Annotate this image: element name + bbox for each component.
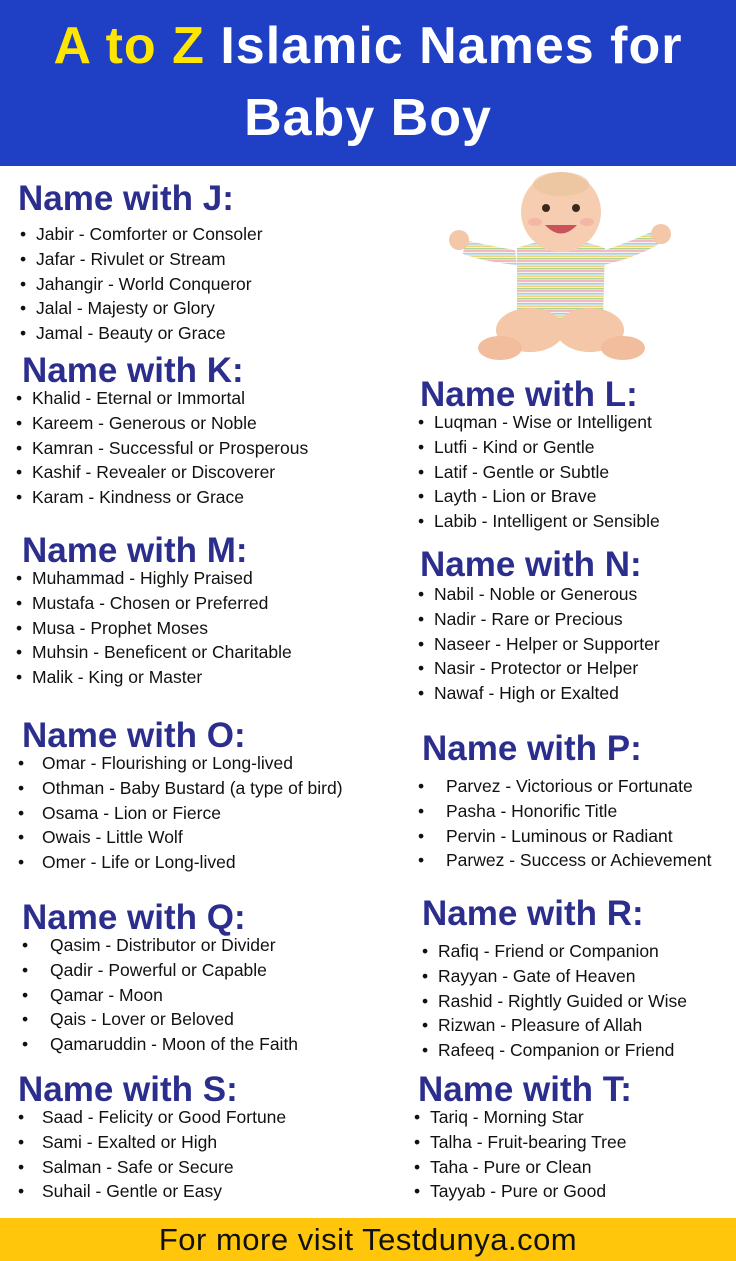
list-item: • Qais - Lover or Beloved [22, 1009, 234, 1030]
list-item: • Sami - Exalted or High [18, 1131, 218, 1152]
list-item: • Jafar - Rivulet or Stream [20, 248, 226, 269]
list-item: • Khalid - Eternal or Immortal [16, 388, 245, 408]
list-item: • Malik - King or Master [16, 667, 203, 688]
section-k [16, 350, 309, 510]
list-item: • Kashif - Revealer or Discoverer [16, 462, 276, 483]
list-item: • Suhail - Gentle or Easy [18, 1181, 222, 1202]
list-item: • Qamar - Moon [22, 984, 163, 1005]
list-item: • Osama - Lion or Fierce [18, 802, 221, 823]
section-heading: Name with J: [18, 179, 234, 218]
section-heading: Name with M: [22, 531, 248, 570]
section-t [414, 1069, 632, 1204]
section-heading: Name with K: [22, 351, 244, 390]
footer-banner: For more visit Testdunya.com [0, 1218, 736, 1261]
section-heading: Name with R: [422, 894, 644, 933]
section-heading: Name with L: [420, 375, 638, 414]
list-item: • Nadir - Rare or Precious [418, 608, 623, 629]
list-item: • Parwez - Success or Achievement [418, 850, 712, 871]
list-item: • Othman - Baby Bustard (a type of bird) [18, 777, 343, 798]
list-item: • Rafeeq - Companion or Friend [422, 1040, 675, 1061]
list-item: • Muhsin - Beneficent or Charitable [16, 642, 292, 663]
list-item: • Nasir - Protector or Helper [418, 658, 639, 679]
list-item: • Rafiq - Friend or Companion [422, 941, 659, 961]
list-item: • Latif - Gentle or Subtle [418, 461, 610, 482]
section-q [22, 897, 298, 1057]
section-n [420, 544, 660, 706]
list-item: • Salman - Safe or Secure [18, 1156, 234, 1177]
list-item: • Taha - Pure or Clean [414, 1156, 592, 1177]
title-rest: Islamic Names for [204, 17, 683, 75]
list-item: • Jamal - Beauty or Grace [20, 323, 226, 344]
list-item: • Jalal - Majesty or Glory [20, 298, 215, 319]
list-item: • Jabir - Comforter or Consoler [20, 224, 263, 244]
list-item: • Talha - Fruit-bearing Tree [414, 1131, 627, 1152]
list-item: • Naseer - Helper or Supporter [418, 633, 660, 654]
title-accent: A to Z [53, 17, 205, 75]
list-item: • Lutfi - Kind or Gentle [418, 436, 595, 457]
list-item: • Pasha - Honorific Title [418, 800, 618, 821]
list-item: • Mustafa - Chosen or Preferred [16, 592, 269, 613]
list-item: • Kareem - Generous or Noble [16, 412, 257, 433]
list-item: • Rayyan - Gate of Heaven [422, 965, 636, 986]
list-item: • Layth - Lion or Brave [418, 486, 597, 507]
section-o [18, 715, 343, 875]
list-item: • Omer - Life or Long-lived [18, 852, 236, 873]
list-item: • Muhammad - Highly Praised [16, 568, 253, 588]
section-heading: Name with O: [22, 716, 246, 755]
list-item: • Pervin - Luminous or Radiant [418, 825, 673, 846]
section-p [418, 728, 712, 873]
list-item: • Luqman - Wise or Intelligent [418, 412, 652, 432]
list-item: • Saad - Felicity or Good Fortune [18, 1107, 287, 1127]
section-heading: Name with T: [418, 1070, 632, 1109]
page-title-line-1 [0, 14, 736, 78]
section-heading: Name with N: [420, 545, 642, 584]
list-item: • Tariq - Morning Star [414, 1107, 584, 1127]
list-item: • Parvez - Victorious or Fortunate [418, 776, 693, 796]
title-banner [0, 0, 736, 166]
list-item: • Owais - Little Wolf [18, 827, 183, 848]
list-item: • Omar - Flourishing or Long-lived [18, 753, 293, 773]
list-item: • Labib - Intelligent or Sensible [418, 511, 660, 532]
list-item: • Jahangir - World Conqueror [20, 273, 252, 294]
list-item: • Kamran - Successful or Prosperous [16, 437, 309, 458]
list-item: • Qadir - Powerful or Capable [22, 959, 267, 980]
list-item: • Nabil - Noble or Generous [418, 584, 638, 604]
list-item: • Qasim - Distributor or Divider [22, 935, 276, 955]
page-title-line-2: Baby Boy [244, 89, 492, 147]
list-item: • Qamaruddin - Moon of the Faith [22, 1034, 299, 1055]
section-heading: Name with Q: [22, 898, 246, 937]
section-r [422, 893, 687, 1063]
section-m [16, 530, 292, 690]
section-heading: Name with P: [422, 729, 642, 768]
list-item: • Tayyab - Pure or Good [414, 1181, 607, 1202]
section-s [18, 1069, 286, 1204]
list-item: • Rashid - Rightly Guided or Wise [422, 990, 687, 1011]
section-heading: Name with S: [18, 1070, 238, 1109]
list-item: • Nawaf - High or Exalted [418, 683, 619, 704]
section-l [420, 374, 660, 534]
baby-illustration [445, 170, 677, 365]
list-item: • Rizwan - Pleasure of Allah [422, 1015, 643, 1036]
section-j [18, 178, 263, 346]
list-item: • Musa - Prophet Moses [16, 617, 209, 638]
list-item: • Karam - Kindness or Grace [16, 487, 245, 508]
